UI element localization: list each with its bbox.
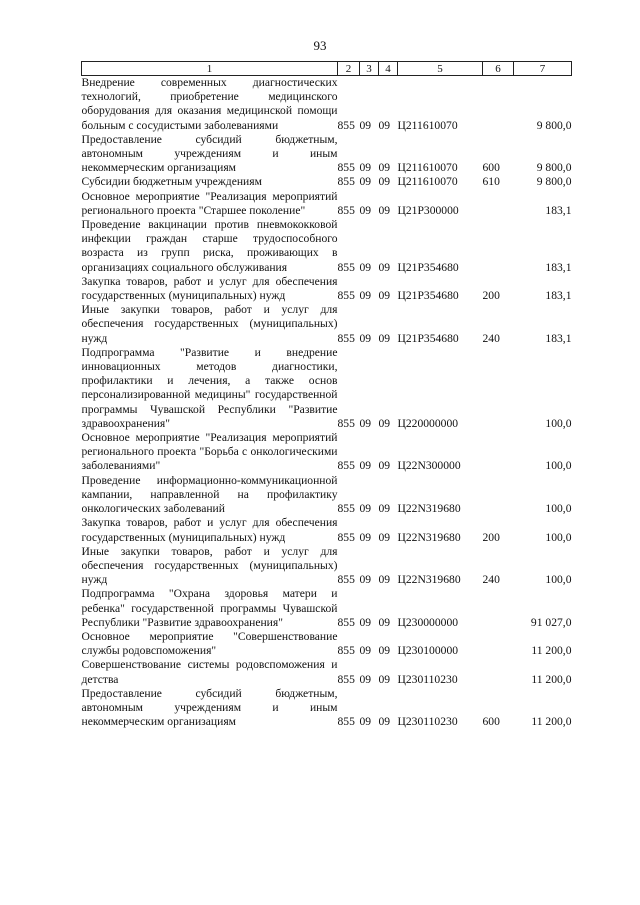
row-target-code: Ц211610070	[397, 161, 458, 175]
row-description: Предоставление субсидий бюджетным, автономным учреждениям и иным некоммерческим организациям	[81, 132, 338, 175]
row-target-code: Ц230100000	[397, 644, 459, 658]
row-description: Основное мероприятие "Реализация мероприятий регионального проекта "Старшее поколение"	[81, 189, 338, 217]
row-code-2: 855	[337, 615, 355, 629]
row-description: Основное мероприятие "Реализация мероприятий регионального проекта "Борьба с онкологическими заболеваниями"	[81, 431, 338, 473]
row-amount: 91 027,0	[530, 615, 572, 629]
row-code-2: 855	[337, 260, 355, 274]
table-header	[82, 62, 572, 76]
row-code-4: 09	[378, 331, 391, 345]
table-row	[82, 303, 572, 346]
table-row	[82, 474, 572, 517]
row-description: Основное мероприятие "Совершенствование службы родовспоможения"	[81, 629, 338, 658]
row-code-3: 09	[359, 530, 372, 544]
table-body	[82, 76, 572, 730]
row-expense-type: 200	[482, 289, 500, 303]
row-target-code: Ц230110230	[397, 672, 458, 686]
row-target-code: Ц22N319680	[397, 573, 461, 587]
row-expense-type: 240	[482, 573, 500, 587]
row-amount: 183,1	[545, 289, 572, 303]
row-code-2: 855	[337, 118, 355, 132]
page-number: 93	[313, 38, 327, 53]
row-amount: 183,1	[545, 203, 572, 217]
row-code-2: 855	[337, 203, 355, 217]
row-code-2: 855	[337, 502, 355, 516]
row-expense-type: 600	[482, 715, 500, 729]
column-header-6: 6	[483, 62, 514, 76]
row-amount: 100,0	[545, 502, 572, 516]
row-code-3: 09	[359, 573, 372, 587]
row-target-code: Ц22N319680	[397, 502, 461, 516]
row-target-code: Ц21P354680	[397, 289, 459, 303]
row-target-code: Ц211610070	[397, 118, 458, 132]
row-target-code: Ц220000000	[397, 416, 459, 430]
row-code-2: 855	[337, 459, 355, 473]
row-code-4: 09	[378, 459, 391, 473]
row-target-code: Ц21P300000	[397, 203, 459, 217]
row-code-4: 09	[378, 573, 391, 587]
table-row	[82, 190, 572, 218]
table-row	[82, 133, 572, 176]
row-description: Внедрение современных диагностических технологий, приобретение медицинского оборудования для оказания медицинской помощи больным с сосудистыми заболеваниями	[81, 76, 338, 132]
row-target-code: Ц230110230	[397, 715, 458, 729]
row-expense-type	[483, 587, 514, 630]
row-description: Закупка товаров, работ и услуг для обеспечения государственных (муниципальных) нужд	[81, 274, 338, 303]
row-code-3: 09	[359, 175, 372, 189]
row-expense-type	[483, 431, 514, 474]
row-description: Проведение вакцинации против пневмококковой инфекции граждан старше трудоспособного возраста из групп риска, проживающих в организациях социального обслуживания	[81, 218, 338, 274]
column-header-3: 3	[360, 62, 379, 76]
row-code-2: 855	[337, 644, 355, 658]
row-code-4: 09	[378, 203, 391, 217]
row-description: Подпрограмма "Развитие и внедрение инновационных методов диагностики, профилактики и лечения, а также основ персонализированной медицины" государственной программы Чувашской Республики "Развитие здравоохранения"	[81, 345, 338, 430]
row-code-4: 09	[378, 715, 391, 729]
row-code-4: 09	[378, 289, 391, 303]
row-expense-type	[483, 218, 514, 275]
row-code-2: 855	[337, 289, 355, 303]
table-row	[82, 587, 572, 630]
table-row	[82, 545, 572, 588]
table-row	[82, 218, 572, 275]
row-expense-type	[483, 658, 514, 686]
row-code-4: 09	[378, 530, 391, 544]
row-code-4: 09	[378, 644, 391, 658]
row-description: Субсидии бюджетным учреждениям	[81, 175, 262, 189]
row-code-2: 855	[337, 573, 355, 587]
row-expense-type	[483, 474, 514, 517]
row-target-code: Ц22N319680	[397, 530, 461, 544]
row-code-3: 09	[359, 715, 372, 729]
row-description: Иные закупки товаров, работ и услуг для обеспечения государственных (муниципальных) нужд	[81, 544, 338, 587]
row-code-3: 09	[359, 289, 372, 303]
row-amount: 9 800,0	[536, 118, 572, 132]
row-target-code: Ц230000000	[397, 615, 459, 629]
row-amount: 100,0	[545, 530, 572, 544]
row-code-2: 855	[337, 672, 355, 686]
column-header-7: 7	[514, 62, 572, 76]
row-expense-type: 200	[482, 530, 500, 544]
row-description: Иные закупки товаров, работ и услуг для обеспечения государственных (муниципальных) нужд	[81, 303, 338, 345]
column-header-2: 2	[338, 62, 360, 76]
row-code-4: 09	[378, 161, 391, 175]
row-amount: 9 800,0	[536, 175, 572, 189]
row-code-3: 09	[359, 260, 372, 274]
row-code-2: 855	[337, 161, 355, 175]
row-code-3: 09	[359, 331, 372, 345]
column-header-5: 5	[398, 62, 483, 76]
row-code-2: 855	[337, 416, 355, 430]
row-target-code: Ц21P354680	[397, 331, 459, 345]
row-description: Предоставление субсидий бюджетным, автономным учреждениям и иным некоммерческим организациям	[81, 686, 338, 729]
row-code-2: 855	[337, 530, 355, 544]
row-target-code: Ц22N300000	[397, 459, 461, 473]
row-code-3: 09	[359, 502, 372, 516]
row-code-3: 09	[359, 203, 372, 217]
row-description: Совершенствование системы родовспоможения и детства	[81, 658, 338, 686]
row-code-4: 09	[378, 672, 391, 686]
row-code-4: 09	[378, 175, 391, 189]
table-row	[82, 687, 572, 730]
row-code-4: 09	[378, 416, 391, 430]
column-header-4: 4	[379, 62, 398, 76]
row-description: Проведение информационно-коммуникационной кампании, направленной на профилактику онкологических заболеваний	[81, 473, 338, 516]
row-code-3: 09	[359, 672, 372, 686]
row-amount: 11 200,0	[531, 715, 572, 729]
row-amount: 9 800,0	[536, 161, 572, 175]
row-code-2: 855	[337, 175, 355, 189]
table-row	[82, 431, 572, 474]
row-code-3: 09	[359, 615, 372, 629]
table-row	[82, 630, 572, 658]
table-row	[82, 658, 572, 686]
row-expense-type: 240	[482, 331, 500, 345]
table-row	[82, 76, 572, 133]
row-amount: 100,0	[545, 459, 572, 473]
row-description: Подпрограмма "Охрана здоровья матери и ребенка" государственной программы Чувашской Республики "Развитие здравоохранения"	[81, 587, 338, 629]
row-code-4: 09	[378, 118, 391, 132]
table-row	[82, 275, 572, 303]
row-code-3: 09	[359, 416, 372, 430]
row-code-4: 09	[378, 260, 391, 274]
row-expense-type	[483, 346, 514, 431]
row-code-3: 09	[359, 644, 372, 658]
row-code-2: 855	[337, 715, 355, 729]
row-code-4: 09	[378, 502, 391, 516]
row-description: Закупка товаров, работ и услуг для обеспечения государственных (муниципальных) нужд	[81, 516, 338, 544]
row-amount: 100,0	[545, 573, 572, 587]
table-row	[82, 516, 572, 544]
table-row	[82, 346, 572, 431]
row-expense-type: 610	[482, 175, 500, 189]
row-code-2: 855	[337, 331, 355, 345]
row-code-3: 09	[359, 161, 372, 175]
row-amount: 183,1	[545, 331, 572, 345]
header-row	[82, 62, 572, 76]
column-header-1: 1	[82, 62, 338, 76]
row-amount: 11 200,0	[531, 644, 572, 658]
table-row	[82, 175, 572, 189]
row-amount: 11 200,0	[531, 672, 572, 686]
row-code-3: 09	[359, 459, 372, 473]
row-code-3: 09	[359, 118, 372, 132]
row-expense-type	[483, 630, 514, 658]
row-amount: 100,0	[545, 416, 572, 430]
row-expense-type: 600	[482, 161, 500, 175]
row-code-4: 09	[378, 615, 391, 629]
row-expense-type	[483, 190, 514, 218]
row-expense-type	[483, 76, 514, 133]
budget-table	[81, 61, 572, 729]
row-target-code: Ц21P354680	[397, 260, 459, 274]
row-amount: 183,1	[545, 260, 572, 274]
row-target-code: Ц211610070	[397, 175, 458, 189]
